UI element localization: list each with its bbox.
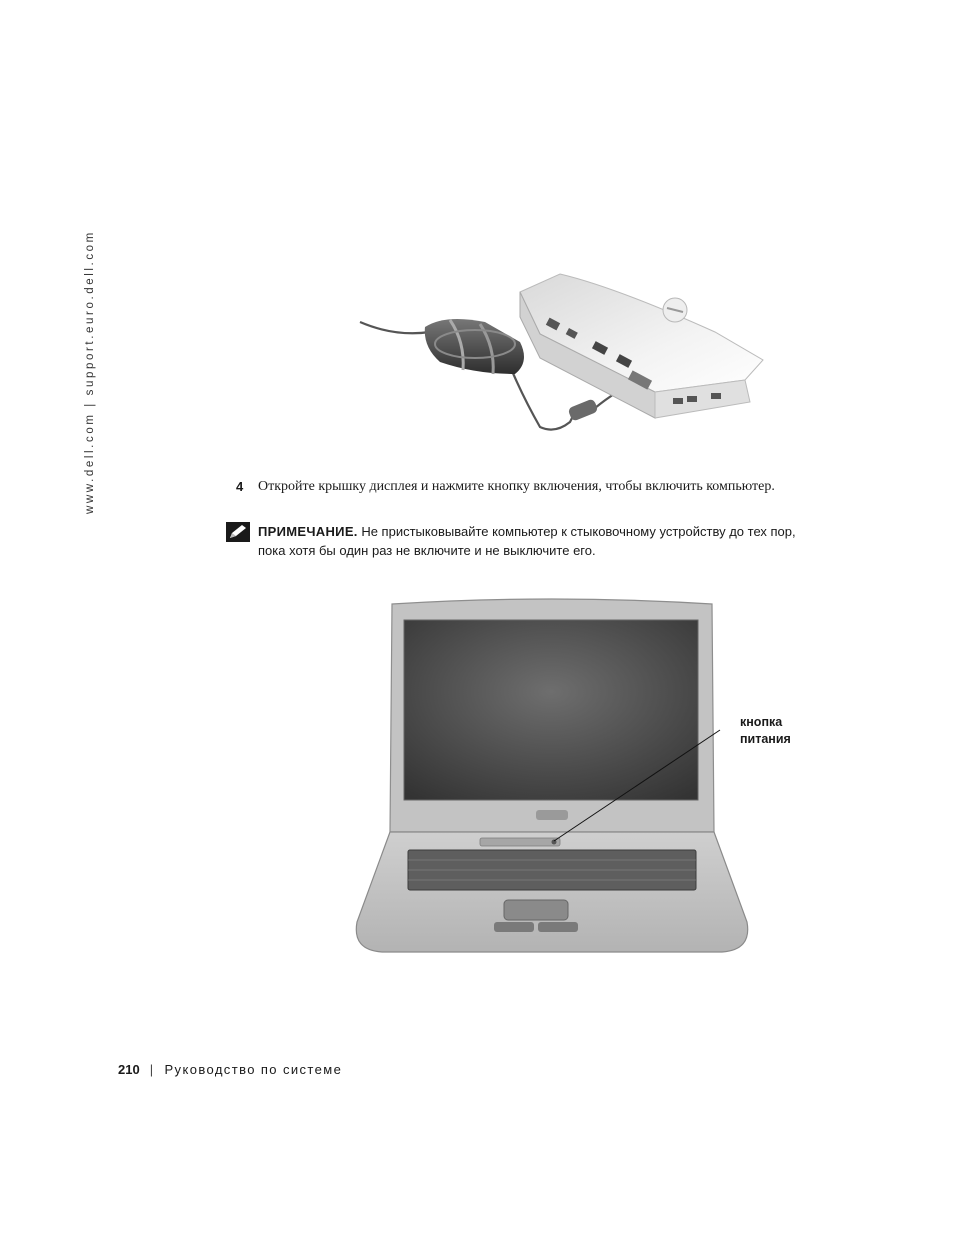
callout-line1: кнопка: [740, 715, 783, 729]
step-text: Откройте крышку дисплея и нажмите кнопку включения, чтобы включить компьютер.: [258, 479, 775, 494]
side-url-banner: [84, 222, 104, 514]
laptop-base: [356, 832, 747, 952]
step-number: 4: [236, 479, 244, 494]
pencil-icon: [226, 522, 250, 542]
note-label: ПРИМЕЧАНИЕ.: [258, 524, 358, 539]
note-body: [258, 522, 826, 560]
ac-adapter: [425, 319, 524, 374]
step-4: [236, 477, 796, 496]
footer-title: Руководство по системе: [164, 1062, 343, 1077]
note-text: Не пристыковывайте компьютер к стыковочному устройству до тех пор, пока хотя бы один раз не включите и не выключите его.: [258, 524, 796, 558]
touchpad: [504, 900, 568, 920]
footer-separator: |: [149, 1062, 155, 1077]
laptop-lid: [390, 599, 714, 832]
side-url-text: www.dell.com | support.euro.dell.com: [84, 230, 96, 514]
figure-laptop-open: [352, 592, 752, 970]
ferrite-core: [567, 398, 598, 421]
touchpad-right-button: [538, 922, 578, 932]
note-block: [226, 522, 826, 560]
page-footer: [118, 1062, 342, 1077]
laptop-side-view: [520, 274, 763, 418]
figure-ac-adapter-connection: [355, 262, 775, 437]
power-button-strip: [480, 838, 560, 846]
callout-power-button: [740, 714, 820, 748]
laptop-screen: [404, 620, 698, 800]
page-number: 210: [118, 1062, 140, 1077]
callout-line2: питания: [740, 732, 791, 746]
dell-logo: [536, 810, 568, 820]
touchpad-left-button: [494, 922, 534, 932]
